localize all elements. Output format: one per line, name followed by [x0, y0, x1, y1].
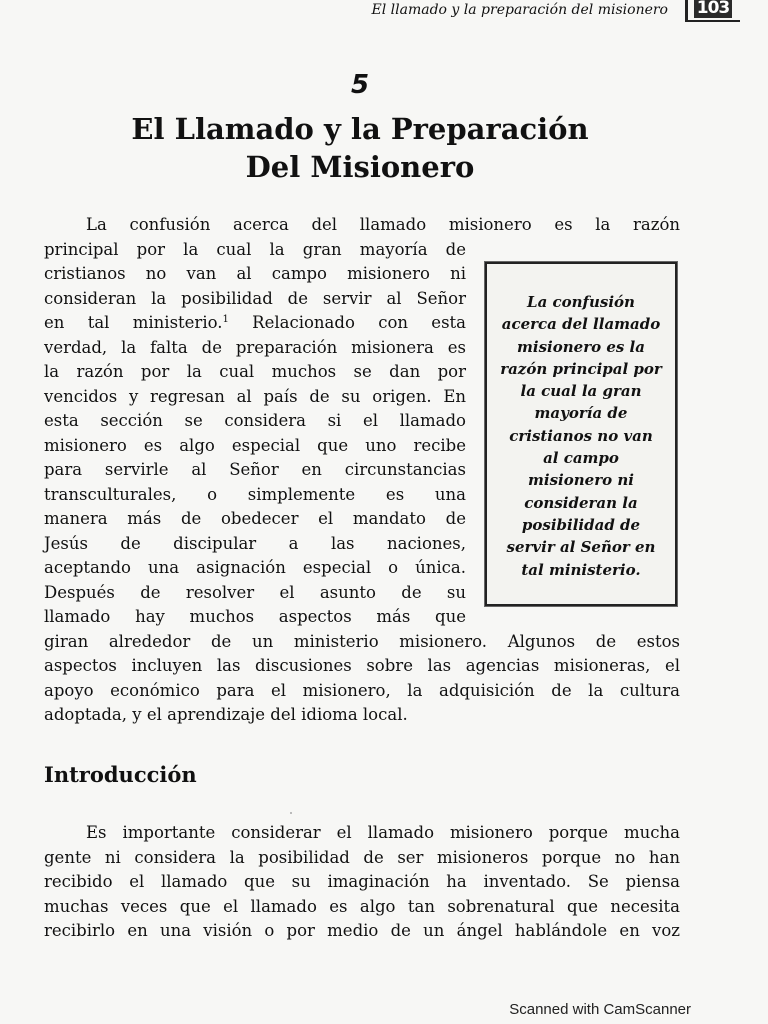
page-number: 103	[694, 0, 732, 18]
text-line: La confusión acerca del llamado misionero es la razón	[86, 215, 680, 234]
text-line: muchas veces que el llamado es algo tan sobrenatural que necesita	[44, 896, 680, 916]
text-line: principal por la cual la gran mayoría de	[44, 239, 466, 259]
chapter-title-line-2: Del Misionero	[245, 150, 475, 184]
scanner-watermark: Scanned with CamScanner	[509, 1001, 691, 1018]
pull-quote-line: acerca del llamado	[501, 315, 661, 334]
footnote-marker[interactable]: 1	[222, 314, 229, 325]
pull-quote-line: mayoría de	[534, 404, 628, 423]
text-fragment: en tal ministerio.	[44, 313, 223, 332]
pull-quote-text	[495, 291, 667, 581]
page-number-tab	[685, 0, 740, 22]
text-line: verdad, la falta de preparación misionera es	[44, 337, 466, 357]
text-line: misionero es algo especial que uno recibe	[44, 435, 466, 455]
text-line: manera más de obedecer el mandato de	[44, 509, 466, 528]
pull-quote-line: tal ministerio.	[521, 560, 641, 579]
text-line: para servirle al Señor en circunstancias	[44, 460, 466, 479]
scan-speck	[290, 812, 292, 814]
text-line: la razón por la cual muchos se dan por	[44, 362, 466, 381]
section-heading: Introducción	[44, 762, 197, 787]
text-line: Jesús de discipular a las naciones,	[44, 533, 466, 553]
text-line: gente ni considera la posibilidad de ser misioneros porque no han	[44, 847, 680, 867]
chapter-title-line-1: El Llamado y la Preparación	[131, 112, 589, 146]
text-line: consideran la posibilidad de servir al Señor	[44, 288, 466, 308]
pull-quote-line: servir al Señor en	[506, 538, 656, 557]
text-line: apoyo económico para el misionero, la adquisición de la cultura	[44, 680, 680, 700]
pull-quote-line: razón principal por	[500, 359, 662, 378]
text-line: aspectos incluyen las discusiones sobre las agencias misioneras, el	[44, 656, 680, 675]
text-line: cristianos no van al campo misionero ni	[44, 264, 466, 283]
text-line: Es importante considerar el llamado misionero porque mucha	[86, 823, 680, 842]
running-header	[0, 0, 768, 22]
chapter-number: 5	[350, 70, 370, 100]
pull-quote-line: La confusión	[527, 293, 635, 311]
text-line: llamado hay muchos aspectos más que	[44, 607, 466, 626]
text-line: Después de resolver el asunto de su	[44, 582, 466, 602]
text-line: recibirlo en una visión o por medio de un ángel hablándole en voz	[44, 921, 680, 940]
pull-quote-line: posibilidad de	[521, 515, 641, 534]
text-line: vencidos y regresan al país de su origen. En	[44, 386, 466, 406]
pull-quote-line: misionero ni	[528, 471, 634, 490]
text-line: aceptando una asignación especial o única.	[44, 558, 466, 577]
text-line: recibido el llamado que su imaginación ha inventado. Se piensa	[44, 872, 680, 891]
section-paragraph	[44, 821, 680, 944]
text-line: giran alrededor de un ministerio misionero. Algunos de estos	[44, 631, 680, 651]
text-line: adoptada, y el aprendizaje del idioma local.	[44, 705, 408, 724]
running-header-title: El llamado y la preparación del misionero	[371, 2, 668, 18]
text-line-with-footnote	[44, 311, 466, 336]
pull-quote-box	[485, 262, 677, 606]
pull-quote-line: cristianos no van	[509, 426, 653, 445]
text-line: transculturales, o simplemente es una	[44, 484, 466, 504]
pull-quote-line: la cual la gran	[520, 382, 642, 401]
pull-quote-line: misionero es la	[517, 337, 645, 356]
text-fragment: Relacionado con esta	[228, 313, 467, 332]
chapter-title	[0, 110, 720, 186]
pull-quote-line: al campo	[543, 449, 619, 468]
text-line: esta sección se considera si el llamado	[44, 411, 466, 430]
pull-quote-line: consideran la	[524, 493, 638, 512]
